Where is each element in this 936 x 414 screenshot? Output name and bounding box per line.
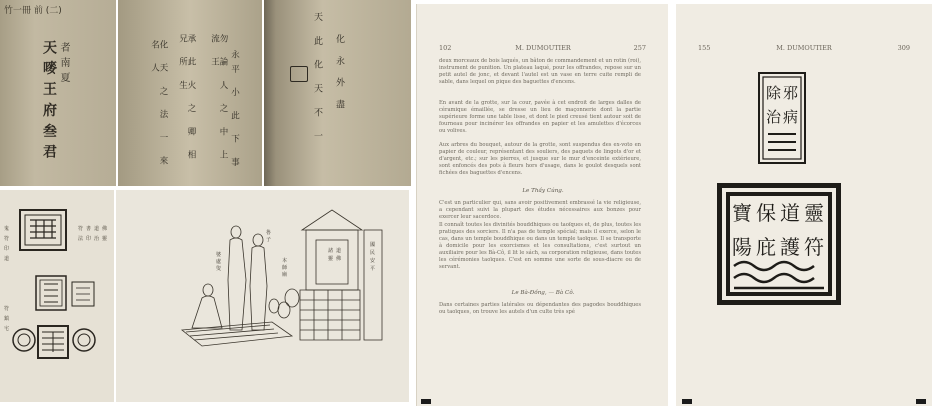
svg-text:除: 除 xyxy=(766,84,782,102)
svg-text:靈: 靈 xyxy=(804,201,824,225)
manuscript-column: 化 天 之 法 一 來 名 人 xyxy=(149,40,168,171)
section-heading: Le Bà-Đồng, — Bà Cô. xyxy=(511,290,575,296)
svg-text:符: 符 xyxy=(4,236,10,242)
small-seal-drawing xyxy=(758,72,806,164)
svg-text:子: 子 xyxy=(266,237,272,243)
manuscript-page-header: 竹一冊 前 (二) xyxy=(4,6,62,16)
seal-stamp-icon xyxy=(290,66,308,82)
svg-text:婆: 婆 xyxy=(216,252,222,258)
book-text-page[interactable] xyxy=(416,4,668,406)
svg-text:印: 印 xyxy=(86,236,92,242)
svg-text:道: 道 xyxy=(336,248,342,254)
svg-text:鎮: 鎮 xyxy=(4,316,10,322)
svg-text:符: 符 xyxy=(804,235,824,259)
svg-text:符: 符 xyxy=(4,306,10,312)
folio-number: 309 xyxy=(897,44,910,52)
svg-text:治: 治 xyxy=(94,236,100,242)
manuscript-column: 天 此 化 天 不 一 xyxy=(312,12,322,147)
seals-plate-drawing xyxy=(0,190,114,402)
svg-text:治: 治 xyxy=(766,108,782,126)
svg-text:安: 安 xyxy=(370,258,376,264)
paragraph: Aux arbres du bouquet, autour de la grotte, sont suspendus des ex-voto en papier de couleur, représentant des souliers, des paquets de lingots d'or et d'argent, etc.; sur les pierres, et jusque sur le mur d'enceinte extérieure, sont enfoncés des pots à fleurs hors d'usage, dans le goulot desquels sont fichées des baguettes d'encens. xyxy=(439,142,641,176)
svg-text:靈: 靈 xyxy=(102,236,108,242)
temple-engraving-drawing xyxy=(116,190,409,402)
svg-text:道: 道 xyxy=(780,201,800,225)
temple-engraving-thumbnail[interactable] xyxy=(116,190,409,402)
svg-text:師: 師 xyxy=(282,265,288,271)
manuscript-column: 永平 小 此 下 事 xyxy=(229,50,240,172)
svg-text:廟: 廟 xyxy=(282,272,288,278)
section-heading: Le Thầy Cúng. xyxy=(522,188,564,194)
svg-text:平: 平 xyxy=(370,266,376,272)
manuscript-column: 勿 論 人 之 中 上 流 王 xyxy=(209,34,228,165)
svg-text:道: 道 xyxy=(94,226,100,232)
svg-text:佛: 佛 xyxy=(102,226,108,232)
page-corner-mark xyxy=(916,399,926,404)
running-head: M. DUMOUTIER xyxy=(776,44,832,52)
paragraph: C'est un particulier qui, sans avoir positivement embrassé la vie religieuse, a cependant suivi la plupart des études nécessaires aux bonzes pour exercer leur sacerdoce. xyxy=(439,200,641,220)
svg-text:靈: 靈 xyxy=(328,256,334,262)
book-seal-page[interactable] xyxy=(676,4,932,406)
paragraph: deux morceaux de bois laqués, un bâton de commandement et un rotin (roi), instrument de punition. Un plateau laqué, pour les offrandes, repose sur un petit autel de jonc, et devant l'autel est un vase en terre cuite rempli de sable, dans lequel on pique des baguettes d'encens. xyxy=(439,58,641,85)
svg-text:國: 國 xyxy=(370,242,376,248)
folio-number: 257 xyxy=(633,44,646,52)
svg-text:本: 本 xyxy=(282,258,288,264)
svg-text:魯: 魯 xyxy=(266,230,272,236)
svg-text:佛: 佛 xyxy=(336,256,342,262)
page-number: 102 xyxy=(439,44,452,52)
svg-text:處: 處 xyxy=(216,259,222,265)
paragraph: Il connaît toutes les divinités bouddhiques ou taoïques et, de plus, toutes les pratiques des sorciers. Il n'a pas de temple spécial; mais il exerce, selon le cas, dans un temple bouddhique ou dans un temple taoïque. Il se transporte à domicile pour les exorcismes et les consultations, c'est surtout un auxiliaire pour les Bà-Cô, il lit le sách, sa corporation religieuse, dans toutes les cérémonies taoïques. C'est en somme une sorte de sous-diacre ou de servant. xyxy=(439,222,641,270)
paragraph: En avant de la grotte, sur la cour, pavée à cet endroit de larges dalles de céramique émaillée, se dresse un lieu de maçonnerie dont la partie supérieure forme une table lisse, et dont le pied creusé tient autour soit de fourneau pour incinérer les offrandes en papier et les amulettes d'écorces ou volives. xyxy=(439,100,641,134)
svg-text:庇: 庇 xyxy=(756,235,776,259)
svg-text:寶: 寶 xyxy=(732,201,752,225)
page-corner-mark xyxy=(682,399,692,404)
manuscript-text-page-with-seal[interactable] xyxy=(264,0,411,186)
paragraph: Dans certaines parties latérales ou dépendantes des pagodes bouddhiques ou taoïques, on trouve les autels d'un culte très spé xyxy=(439,302,641,315)
running-head: M. DUMOUTIER xyxy=(515,44,571,52)
svg-text:印: 印 xyxy=(4,246,10,252)
page-number: 155 xyxy=(698,44,711,52)
svg-text:叟: 叟 xyxy=(216,266,222,272)
manuscript-column: 化 永 外 盡 xyxy=(334,34,344,114)
svg-text:邪: 邪 xyxy=(783,84,799,102)
svg-text:鬼: 鬼 xyxy=(4,226,10,232)
manuscript-column: 承 此 火 之 卿 相 兄 所 生 xyxy=(177,34,196,165)
svg-text:陽: 陽 xyxy=(732,235,752,259)
svg-text:書: 書 xyxy=(86,226,92,232)
manuscript-title-column: 天 嘜 王 府 叁 君 xyxy=(41,40,57,160)
svg-text:法: 法 xyxy=(78,236,84,242)
manuscript-text-page[interactable] xyxy=(118,0,262,186)
svg-text:護: 護 xyxy=(780,235,800,259)
large-seal-drawing xyxy=(716,182,842,306)
svg-text:保: 保 xyxy=(756,201,776,225)
svg-text:病: 病 xyxy=(783,108,799,126)
manuscript-column: 者 南 夏 xyxy=(58,42,69,84)
svg-text:符: 符 xyxy=(78,226,84,232)
manuscript-cover-page[interactable] xyxy=(0,0,116,186)
svg-text:道: 道 xyxy=(4,256,10,262)
seals-plate-thumbnail[interactable] xyxy=(0,190,114,402)
page-corner-mark xyxy=(421,399,431,404)
svg-text:諸: 諸 xyxy=(328,248,334,254)
svg-text:宅: 宅 xyxy=(4,326,10,332)
svg-text:民: 民 xyxy=(370,250,376,256)
